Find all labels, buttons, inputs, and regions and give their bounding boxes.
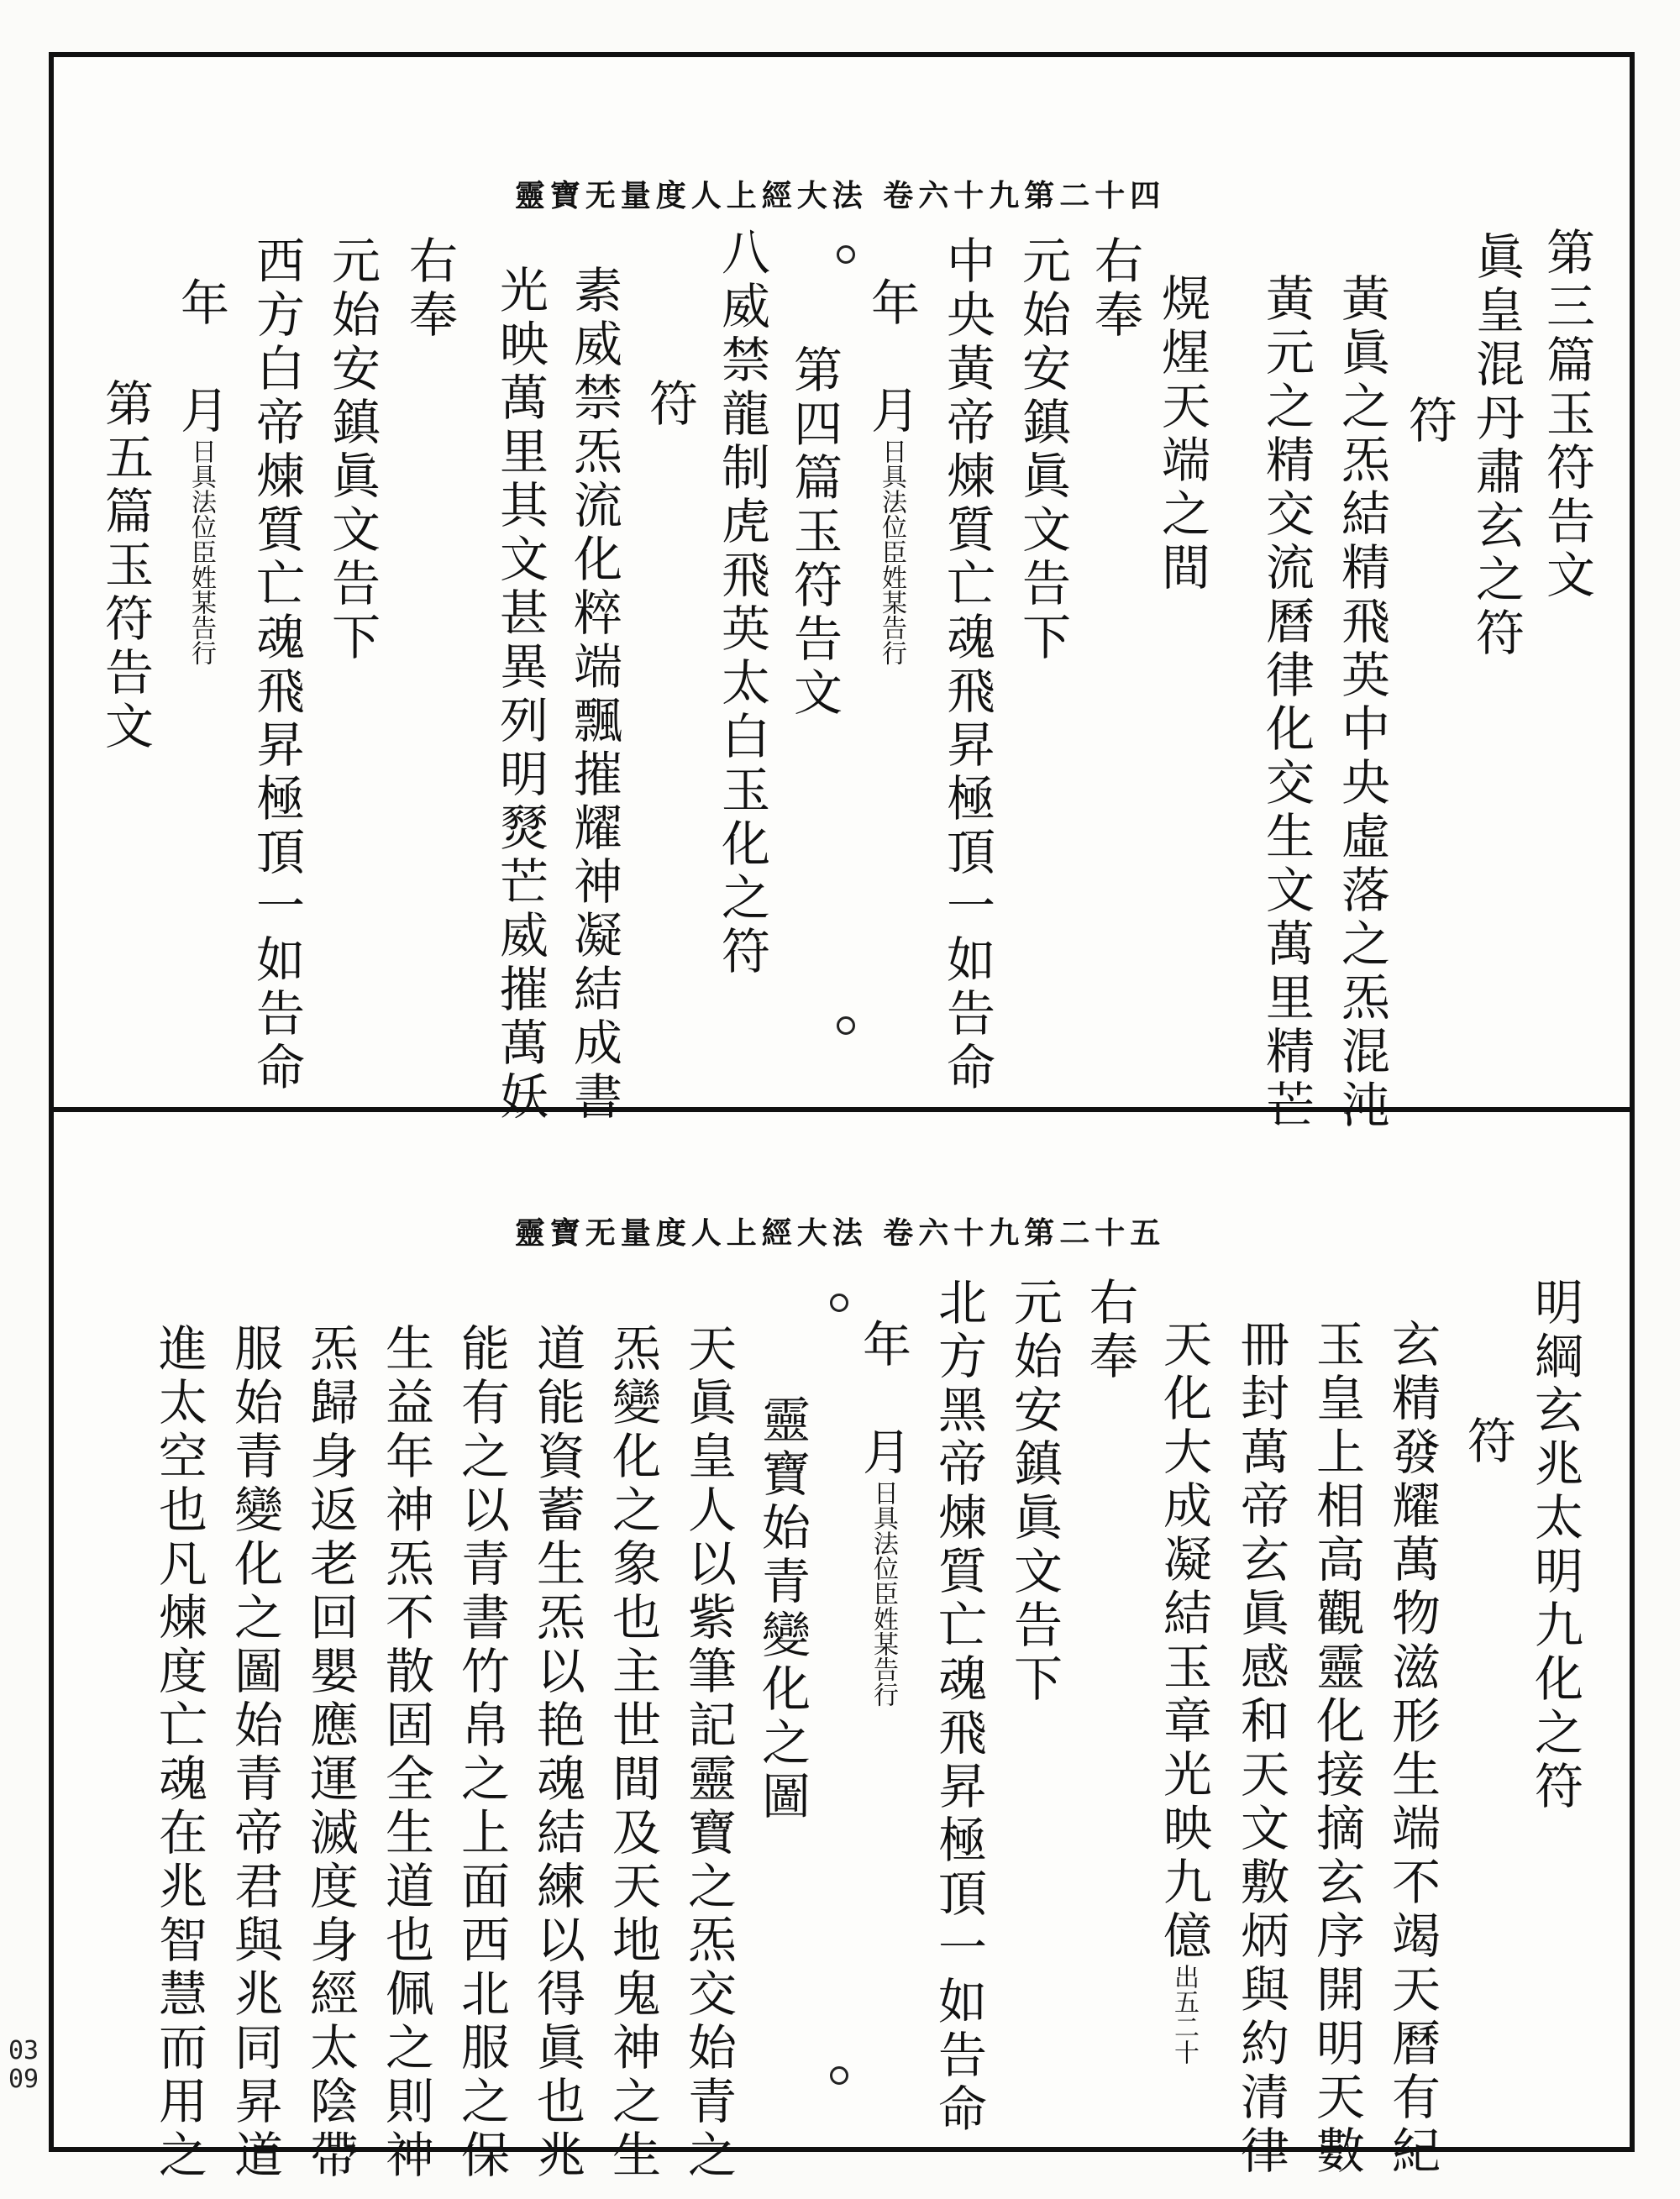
lower-col-19: 進太空也凡煉度亡魂在兆智慧而用之 bbox=[150, 1323, 207, 2183]
upper-col-19: 年 月日具法位臣姓某告行 bbox=[172, 277, 229, 665]
lower-col-12: 天眞皇人以紫筆記靈寶之炁交始青之 bbox=[680, 1323, 737, 2183]
lower-col-10: 年 月日具法位臣姓某告行 bbox=[854, 1319, 911, 1707]
upper-col-12: 八威禁龍制虎飛英太白玉化之符 bbox=[713, 227, 770, 979]
upper-col-10: 年 月日具法位臣姓某告行 bbox=[863, 277, 920, 665]
upper-col-13: 符 bbox=[641, 378, 698, 432]
page-divider bbox=[49, 1107, 1635, 1112]
upper-col-8: 元始安鎮眞文告下 bbox=[1014, 235, 1071, 665]
upper-col-16: 右奉 bbox=[401, 235, 458, 343]
lower-col-17: 炁歸身返老回嬰應運滅度身經太陰帶 bbox=[302, 1323, 359, 2183]
upper-col-7: 右奉 bbox=[1086, 235, 1143, 343]
lower-col-18: 服始青變化之圖始青帝君與兆同昇道 bbox=[226, 1323, 283, 2183]
lower-col-5: 冊封萬帝玄眞感和天文敷炳與約清律 bbox=[1232, 1319, 1289, 2179]
lower-col-13: 炁變化之象也主世間及天地鬼神之生 bbox=[604, 1323, 661, 2183]
upper-col-5: 黃元之精交流曆律化交生文萬里精芒 bbox=[1257, 273, 1315, 1133]
upper-circle-mark bbox=[837, 1016, 855, 1035]
lower-header: 靈寶无量度人上經大法 卷六十九第二十五 bbox=[514, 1215, 1166, 1251]
lower-col-15: 能有之以青書竹帛之上面西北服之保 bbox=[453, 1323, 510, 2183]
upper-col-6: 熀煋天端之間 bbox=[1153, 273, 1210, 596]
upper-col-2: 眞皇混丹肅玄之符 bbox=[1467, 231, 1525, 661]
upper-col-15: 光映萬里其文甚異列明燹芒威摧萬妖 bbox=[491, 265, 549, 1125]
lower-col-3: 符 bbox=[1459, 1415, 1516, 1469]
upper-col-3: 黃眞之炁結精飛英中央虛落之炁混沌 bbox=[1333, 273, 1390, 1133]
upper-col-4: 符 bbox=[1400, 395, 1457, 449]
lower-col-1: 明綱玄兆太明九化之符 bbox=[1526, 1277, 1583, 1814]
lower-col-8: 元始安鎮眞文告下 bbox=[1005, 1277, 1063, 1707]
upper-col-1: 第三篇玉符告文 bbox=[1538, 227, 1595, 603]
upper-circle-mark bbox=[837, 245, 855, 264]
upper-col-14: 素威禁炁流化粹端飄摧耀神凝結成書 bbox=[565, 265, 622, 1125]
page-number: 0309 bbox=[8, 2036, 39, 2094]
lower-col-6: 天化大成凝結玉章光映九億出五二十 bbox=[1155, 1319, 1212, 2065]
lower-col-9: 北方黑帝煉質亡魂飛昇極頂一如告命 bbox=[930, 1277, 987, 2137]
upper-header: 靈寶无量度人上經大法 卷六十九第二十四 bbox=[514, 178, 1166, 213]
lower-col-4: 玉皇上相高觀靈化接摘玄序開明天數 bbox=[1308, 1319, 1365, 2179]
upper-col-20: 第五篇玉符告文 bbox=[97, 378, 154, 754]
lower-col-14: 道能資蓄生炁以艳魂結練以得眞也兆 bbox=[528, 1323, 585, 2183]
upper-col-18: 西方白帝煉質亡魂飛昇極頂一如告命 bbox=[248, 235, 305, 1095]
upper-col-9: 中央黃帝煉質亡魂飛昇極頂一如告命 bbox=[938, 235, 995, 1095]
lower-col-11: 靈寶始青變化之圖 bbox=[753, 1394, 811, 1824]
lower-circle-mark bbox=[830, 2066, 848, 2085]
upper-col-17: 元始安鎮眞文告下 bbox=[323, 235, 381, 665]
lower-col-16: 生益年神炁不散固全生道也佩之則神 bbox=[377, 1323, 434, 2183]
upper-col-11: 第四篇玉符告文 bbox=[785, 344, 843, 721]
lower-col-7: 右奉 bbox=[1081, 1277, 1138, 1384]
lower-circle-mark bbox=[830, 1294, 848, 1312]
lower-col-2: 玄精發耀萬物滋形生端不竭天曆有紀 bbox=[1383, 1319, 1441, 2179]
